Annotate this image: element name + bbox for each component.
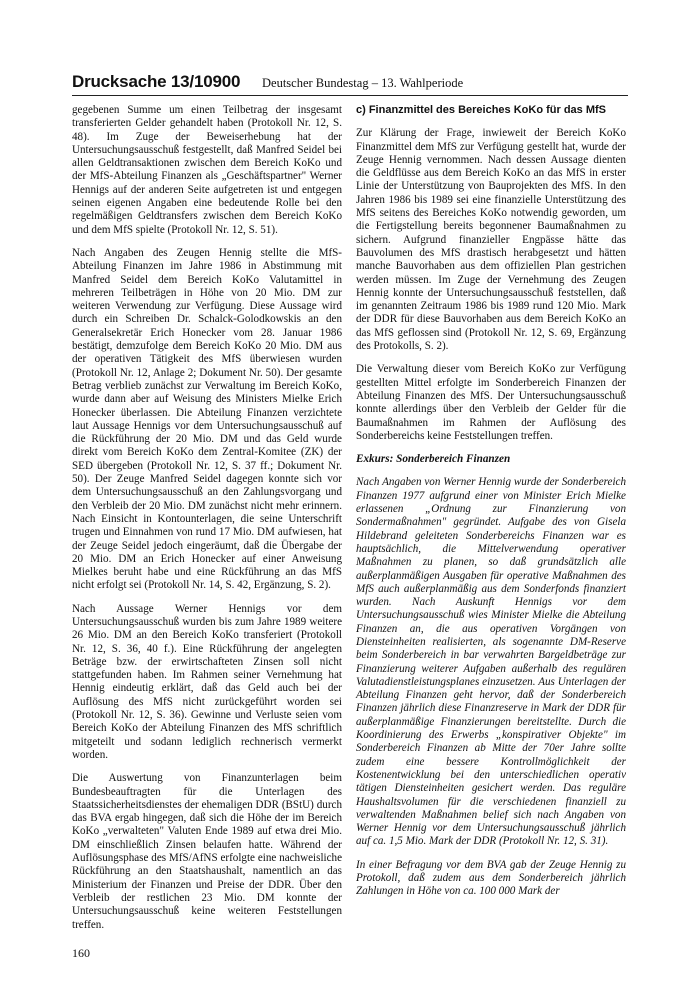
- left-column: [72, 104, 342, 942]
- header-rule: [72, 95, 628, 96]
- right-paragraph-1: Zur Klärung der Frage, inwieweit der Bereich KoKo Finanzmittel dem MfS zur Verfügung gestellt hat, wurde der Zeuge Hennig vernommen. Nach dessen Aussage dienten die Geldflüsse aus dem Bereich KoKo an das MfS in erster Linie der Unterstützung von Bauprojekten des MfS. In den Jahren 1986 bis 1989 sei eine finanzielle Unterstützung des MfS seitens des Bereiches KoKo notwendig geworden, um die Fertigstellung bereits begonnener Baumaßnahmen zu sichern. Aufgrund finanzieller Engpässe hätte das Bauvolumen des MfS drastisch herabgesetzt und hätten manche Bauvorhaben aus dem offiziellen Plan gestrichen werden müssen. Im Zuge der Vernehmung des Zeugen Hennig konnte der Untersuchungsausschuß feststellen, daß im genannten Zeitraum 1986 bis 1989 rund 120 Mio. Mark der DDR für diese Bauvorhaben aus dem Bereich KoKo an das MfS geflossen sind (Protokoll Nr. 12, S. 69, Ergänzung des Protokolls, S. 2).: [356, 127, 626, 353]
- right-column: [356, 104, 626, 909]
- left-paragraph-3: Nach Aussage Werner Hennigs vor dem Untersuchungsausschuß wurden bis zum Jahre 1989 weitere 26 Mio. DM an den Bereich KoKo transferiert (Protokoll Nr. 12, S. 36, 40 f.). Eine Rückführung der angelegten Beträge bzw. der erwirtschafteten Zinsen soll nicht stattgefunden haben. Im Rahmen seiner Vernehmung hat Hennig eindeutig erklärt, daß das Geld auch bei der Auflösung des MfS nicht zurückgeführt worden sei (Protokoll Nr. 12, S. 36). Gewinne und Verluste seien vom Bereich KoKo der Abteilung Finanzen des MfS schriftlich mitgeteilt und sodann lediglich rechnerisch vermerkt worden.: [72, 602, 342, 761]
- left-paragraph-2: Nach Angaben des Zeugen Hennig stellte die MfS-Abteilung Finanzen im Jahre 1986 in Abstimmung mit Manfred Seidel dem Bereich KoKo Valutamittel in mehreren Teilbeträgen in Höhe von 20 Mio. DM zur weiteren Verwendung zur Verfügung. Diese Aussage wird durch ein Schreiben Dr. Schalck-Golodkowskis an den Generalsekretär Erich Honecker vom 28. Januar 1986 bestätigt, demzufolge dem Bereich KoKo 20 Mio. DM aus der operativen Tätigkeit des MfS überwiesen wurden (Protokoll Nr. 12, Anlage 2; Dokument Nr. 50). Der gesamte Betrag verblieb zunächst zur Verwaltung im Bereich KoKo, wurde dann aber auf Weisung des Ministers Mielke Erich Honecker überlassen. Die Abteilung Finanzen verzichtete laut Aussage Hennigs vor dem Untersuchungsausschuß auf die Rückführung der 20 Mio. DM und das Geld wurde direkt vom Bereich KoKo dem Zentral-Komitee (ZK) der SED übergeben (Protokoll Nr. 12, S. 37 ff.; Dokument Nr. 50). Der Zeuge Manfred Seidel dagegen konnte sich vor dem Untersuchungsausschuß an den Zahlungsvorgang und den Verbleib der 20 Mio. DM zunächst nicht mehr erinnern. Nach Einsicht in Kontounterlagen, die seine Unterschrift trugen und Einnahmen von rund 17 Mio. DM aufwiesen, hat der Zeuge Seidel jedoch eingeräumt, daß die Übergabe der 20 Mio. DM an Erich Honecker auf einer Anweisung Mielkes beruht habe und eine Rückführung an das MfS nicht erfolgt sei (Protokoll Nr. 14, S. 42, Ergänzung, S. 2).: [72, 246, 342, 592]
- exkurs-title: Exkurs: Sonderbereich Finanzen: [356, 453, 511, 466]
- left-paragraph-1: gegebenen Summe um einen Teilbetrag der insgesamt transferierten Gelder gehandelt haben (Protokoll Nr. 12, S. 48). Im Zuge der Beweiserhebung hat der Untersuchungsausschuß festgestellt, daß Manfred Seidel bei allen Geldtransaktionen zwischen dem Bereich KoKo und der MfS-Abteilung Finanzen als „Geschäftspartner" Werner Hennigs auf der anderen Seite aufgetreten ist und entgegen seinen eigenen Angaben eine bedeutende Rolle bei den regelmäßigen Geldtransfers zwischen dem Bereich KoKo und dem MfS spielte (Protokoll Nr. 12, S. 51).: [72, 104, 342, 236]
- left-paragraph-4: Die Auswertung von Finanzunterlagen beim Bundesbeauftragten für die Unterlagen des Staatssicherheitsdienstes der ehemaligen DDR (BStU) durch das BVA ergab hingegen, daß sich die Höhe der im Bereich KoKo „verwalteten" Valuten Ende 1989 auf etwa drei Mio. DM einschließlich Zinsen belaufen hatte. Während der Auflösungsphase des MfS/AfNS erfolgte eine nachweisliche Rückführung an den Staatshaushalt, namentlich an das Ministerium der Finanzen und Preise der DDR. Über den Verbleib der restlichen 23 Mio. DM konnte der Untersuchungsausschuß keine weiteren Feststellungen treffen.: [72, 772, 342, 931]
- exkurs-paragraph-1: Nach Angaben von Werner Hennig wurde der Sonderbereich Finanzen 1977 aufgrund einer von Minister Erich Mielke erlassenen „Ordnung zur Finanzierung von Sondermaßnahmen" gegründet. Aufgabe des von Gisela Hildebrand geleiteten Sonderbereichs Finanzen war es hauptsächlich, die Mittelverwendung operativer Maßnahmen zu planen, so daß grundsätzlich alle außerplanmäßigen Ausgaben für operative Maßnahmen des MfS auch außerplanmäßig aus dem Sonderfonds finanziert wurden. Nach Auskunft Hennigs vor dem Untersuchungsausschuß wies Minister Mielke die Abteilung Finanzen an, die aus operativen Vorgängen von Diensteinheiten realisierten, als sogenannte DM-Reserve beim Sonderbereich in bar verwahrten Bargeldbeträge zur Finanzierung weiterer Aufgaben außerhalb des regulären Valutadienstleistungsplanes einzusetzen. Aus Unterlagen der Abteilung Finanzen geht hervor, daß der Sonderbereich Finanzen jährlich diese Finanzreserve in Mark der DDR für außerplanmäßige Finanzierungen bereitstellte. Durch die Koordinierung des Erwerbs „konspirativer Objekte" im Sonderbereich Finanzen ab Mitte der 70er Jahre sollte zudem eine bessere Kontrollmöglichkeit der Kostenentwicklung bei den unterschiedlichen operativ tätigen Diensteinheiten gesichert werden. Das reguläre Haushaltsvolumen für die verschiedenen finanziell zu verwaltenden Maßnahmen belief sich nach Angaben von Werner Hennig vor dem Untersuchungsausschuß jährlich auf ca. 1,5 Mio. Mark der DDR (Protokoll Nr. 12, S. 31).: [356, 476, 626, 848]
- document-number: Drucksache 13/10900: [72, 72, 241, 91]
- header-subtitle: Deutscher Bundestag – 13. Wahlperiode: [262, 76, 464, 90]
- exkurs-paragraph-2: In einer Befragung vor dem BVA gab der Zeuge Hennig zu Protokoll, daß zudem aus dem Sonderbereich jährlich Zahlungen in Höhe von ca. 100 000 Mark der: [356, 858, 626, 898]
- section-title: c) Finanzmittel des Bereiches KoKo für das MfS: [356, 104, 606, 116]
- page-number: 160: [72, 946, 90, 960]
- page-header: [72, 72, 628, 96]
- right-paragraph-2: Die Verwaltung dieser vom Bereich KoKo zur Verfügung gestellten Mittel erfolgte im Sonderbereich Finanzen der Abteilung Finanzen des MfS. Der Untersuchungsausschuß konnte allerdings über den Verbleib der Gelder für die Baumaßnahmen im Rahmen der Auflösung des Sonderbereichs keine Feststellungen treffen.: [356, 363, 626, 442]
